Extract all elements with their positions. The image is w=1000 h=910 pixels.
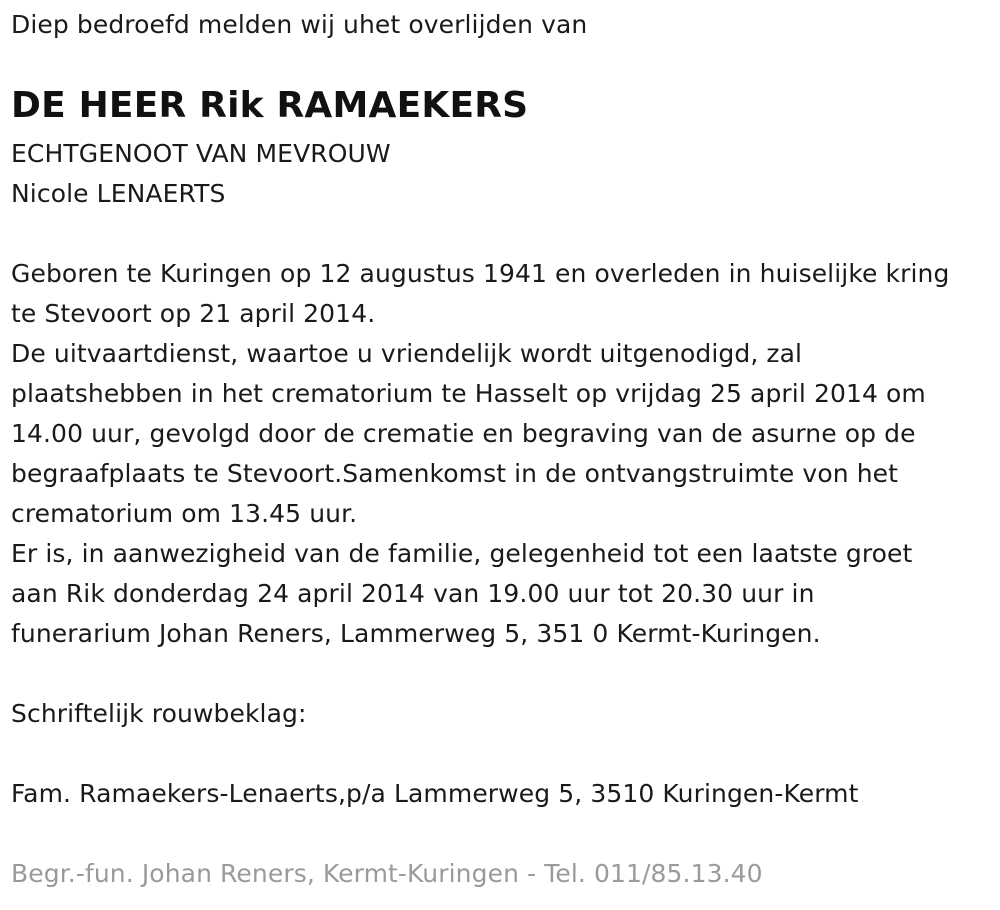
body-line: 14.00 uur, gevolgd door de crematie en begraving van de asurne op de xyxy=(11,419,916,448)
body-line: begraafplaats te Stevoort.Samenkomst in de ontvangstruimte von het xyxy=(11,459,899,488)
body-line: te Stevoort op 21 april 2014. xyxy=(11,299,376,328)
body-line: Er is, in aanwezigheid van de familie, gelegenheid tot een laatste groet xyxy=(11,539,913,568)
spouse-name: Nicole LENAERTS xyxy=(11,179,226,208)
spouse-title: ECHTGENOOT VAN MEVROUW xyxy=(11,139,391,168)
body-line: aan Rik donderdag 24 april 2014 van 19.00 uur tot 20.30 uur in xyxy=(11,579,815,608)
body-line: Geboren te Kuringen op 12 augustus 1941 en overleden in huiselijke kring xyxy=(11,259,950,288)
body-line: crematorium om 13.45 uur. xyxy=(11,499,358,528)
body-line: De uitvaartdienst, waartoe u vriendelijk wordt uitgenodigd, zal xyxy=(11,339,803,368)
condolences-address: Fam. Ramaekers-Lenaerts,p/a Lammerweg 5, 3510 Kuringen-Kermt xyxy=(11,779,859,808)
body-line: funerarium Johan Reners, Lammerweg 5, 351 0 Kermt-Kuringen. xyxy=(11,619,821,648)
condolences-label: Schriftelijk rouwbeklag: xyxy=(11,699,307,728)
body-line: plaatshebben in het crematorium te Hasselt op vrijdag 25 april 2014 om xyxy=(11,379,926,408)
intro-text: Diep bedroefd melden wij uhet overlijden van xyxy=(11,10,588,39)
deceased-name: DE HEER Rik RAMAEKERS xyxy=(11,85,529,126)
funeral-home-footer: Begr.-fun. Johan Reners, Kermt-Kuringen - Tel. 011/85.13.40 xyxy=(11,859,763,888)
